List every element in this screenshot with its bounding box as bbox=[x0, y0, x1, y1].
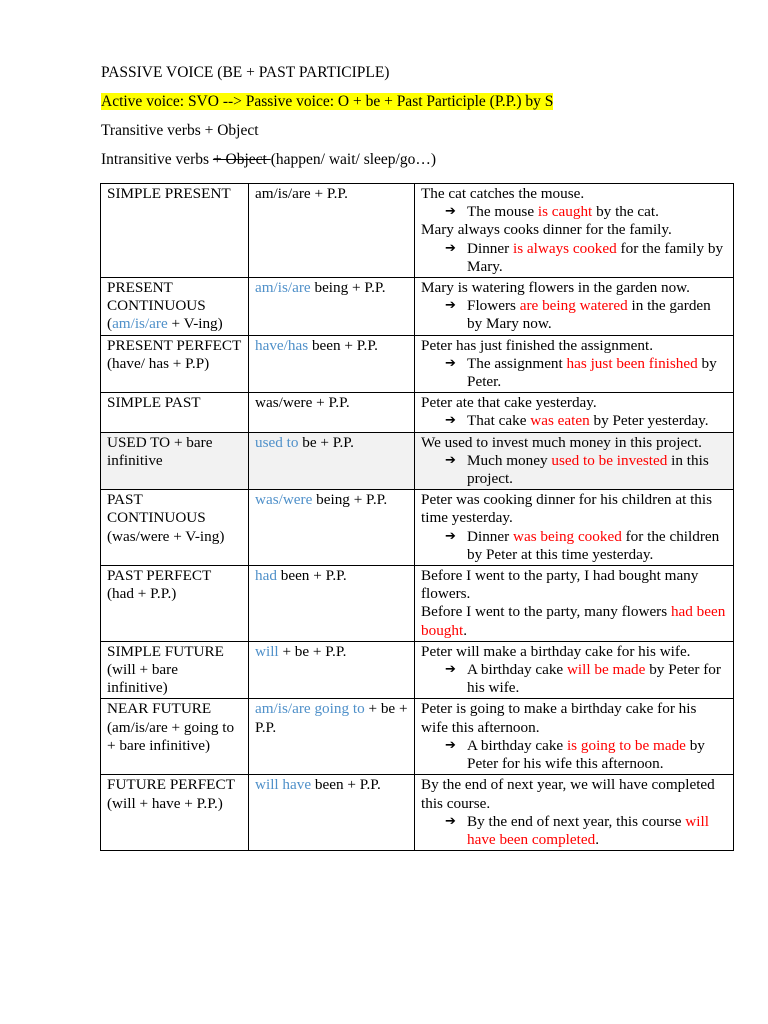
text-run: Peter ate that cake yesterday. bbox=[421, 394, 597, 412]
table-row bbox=[101, 184, 734, 278]
passive-formula-cell bbox=[249, 490, 415, 566]
active-sentence bbox=[421, 603, 727, 639]
example-cell bbox=[415, 335, 734, 393]
example-cell bbox=[415, 775, 734, 851]
passive-form: will be made bbox=[566, 661, 646, 679]
text-run: Before I went to the party, I had bought many flowers. bbox=[421, 567, 699, 603]
text-run: Peter will make a birthday cake for his wife. bbox=[421, 642, 691, 660]
passive-example bbox=[421, 528, 727, 564]
text-run: A birthday cake bbox=[467, 736, 567, 754]
document-header bbox=[101, 64, 721, 180]
tense-cell bbox=[101, 393, 249, 432]
arrow-icon: ➔ bbox=[445, 355, 456, 371]
text-run: By the end of next year, we will have completed this course. bbox=[421, 776, 715, 812]
passive-sentence bbox=[467, 813, 727, 849]
table-row bbox=[101, 393, 734, 432]
passive-sentence bbox=[467, 737, 727, 773]
passive-sentence bbox=[467, 412, 727, 430]
text-run: been + P.P. bbox=[308, 336, 378, 354]
text-run: for the children by Peter at this time yesterday. bbox=[467, 527, 720, 563]
passive-form: used to be invested bbox=[551, 451, 668, 469]
text-run: Dinner bbox=[467, 527, 513, 545]
text-run: Mary always cooks dinner for the family. bbox=[421, 221, 672, 239]
tense-structure bbox=[107, 528, 242, 546]
example-cell bbox=[415, 641, 734, 699]
active-sentence bbox=[421, 491, 727, 527]
passive-example bbox=[421, 240, 727, 276]
text-run: + be + P.P. bbox=[278, 642, 347, 660]
text-run: by Peter for his wife. bbox=[467, 661, 721, 697]
passive-example bbox=[421, 813, 727, 849]
text-run: ( bbox=[107, 315, 113, 333]
tense-name: PAST CONTINUOUS bbox=[107, 491, 206, 527]
auxiliary-verb: am/is/are bbox=[255, 279, 311, 297]
passive-sentence bbox=[467, 452, 727, 488]
tense-name: NEAR FUTURE bbox=[107, 700, 212, 718]
text-run: By the end of next year, this course bbox=[467, 812, 686, 830]
auxiliary-verb: am/is/are going to bbox=[255, 700, 365, 718]
tense-structure bbox=[107, 585, 242, 603]
example-cell bbox=[415, 699, 734, 775]
passive-sentence bbox=[467, 297, 727, 333]
table-body bbox=[101, 184, 734, 851]
passive-formula-cell bbox=[249, 699, 415, 775]
tense-name: SIMPLE PRESENT bbox=[107, 185, 231, 202]
auxiliary-verb: will bbox=[255, 642, 279, 660]
intransitive-struck-object: + Object bbox=[212, 151, 271, 168]
text-run: . bbox=[463, 621, 467, 639]
formula-line bbox=[101, 93, 721, 111]
text-run: (was/were + V-ing) bbox=[107, 527, 225, 545]
arrow-icon: ➔ bbox=[445, 240, 456, 256]
text-run: in the garden by Mary now. bbox=[467, 297, 711, 333]
auxiliary-verb: am/is/are bbox=[112, 315, 168, 333]
auxiliary-verb: was/were bbox=[255, 491, 313, 509]
table-row bbox=[101, 641, 734, 699]
intransitive-line bbox=[101, 151, 721, 169]
text-run: been + P.P. bbox=[311, 776, 381, 794]
tense-cell bbox=[101, 490, 249, 566]
active-sentence bbox=[421, 434, 727, 452]
arrow-icon: ➔ bbox=[445, 204, 456, 220]
transitive-line: Transitive verbs + Object bbox=[101, 122, 259, 139]
tense-name: FUTURE PERFECT bbox=[107, 776, 235, 794]
tense-cell bbox=[101, 278, 249, 336]
text-run: A birthday cake bbox=[467, 661, 567, 679]
passive-form: is always cooked bbox=[512, 239, 617, 257]
passive-formula-cell bbox=[249, 278, 415, 336]
passive-voice-table bbox=[100, 183, 734, 851]
text-run: (will + have + P.P.) bbox=[107, 794, 223, 812]
text-run: The cat catches the mouse. bbox=[421, 185, 585, 202]
example-cell bbox=[415, 184, 734, 278]
tense-name: SIMPLE PAST bbox=[107, 394, 201, 412]
intransitive-suffix: (happen/ wait/ sleep/go…) bbox=[270, 151, 437, 168]
passive-example bbox=[421, 452, 727, 488]
passive-form: is going to be made bbox=[566, 736, 686, 754]
passive-form: will have been completed bbox=[467, 812, 709, 848]
text-run: Before I went to the party, many flowers bbox=[421, 603, 671, 621]
tense-cell bbox=[101, 566, 249, 642]
example-cell bbox=[415, 432, 734, 490]
passive-sentence bbox=[467, 355, 727, 391]
text-run: Mary is watering flowers in the garden now. bbox=[421, 279, 690, 297]
passive-formula-cell bbox=[249, 432, 415, 490]
active-sentence bbox=[421, 279, 727, 297]
text-run: Much money bbox=[467, 451, 552, 469]
passive-example bbox=[421, 661, 727, 697]
arrow-icon: ➔ bbox=[445, 452, 456, 468]
tense-name: USED TO + bare infinitive bbox=[107, 433, 213, 469]
passive-formula-cell bbox=[249, 775, 415, 851]
passive-sentence bbox=[467, 240, 727, 276]
passive-formula-cell bbox=[249, 184, 415, 278]
example-cell bbox=[415, 393, 734, 432]
text-run: by Peter for his wife this afternoon. bbox=[467, 736, 705, 773]
highlighted-formula: Active voice: SVO --> Passive voice: O + be + Past Participle (P.P.) by S bbox=[101, 93, 554, 110]
passive-formula-cell bbox=[249, 566, 415, 642]
active-sentence bbox=[421, 776, 727, 812]
auxiliary-verb: had bbox=[255, 567, 277, 585]
text-run: am/is/are + P.P. bbox=[255, 185, 348, 202]
text-run: The assignment bbox=[467, 354, 567, 372]
passive-sentence bbox=[467, 203, 727, 221]
table-row bbox=[101, 335, 734, 393]
text-run: The mouse bbox=[467, 203, 538, 221]
passive-formula-cell bbox=[249, 393, 415, 432]
passive-sentence bbox=[467, 661, 727, 697]
passive-form: was eaten bbox=[530, 412, 590, 430]
text-run: being + P.P. bbox=[310, 279, 386, 297]
auxiliary-verb: have/has bbox=[255, 336, 309, 354]
passive-formula-cell bbox=[249, 335, 415, 393]
table-row bbox=[101, 490, 734, 566]
page-title: PASSIVE VOICE (BE + PAST PARTICIPLE) bbox=[101, 64, 390, 81]
arrow-icon: ➔ bbox=[445, 662, 456, 678]
passive-example bbox=[421, 737, 727, 773]
text-run: That cake bbox=[467, 412, 531, 430]
tense-name: SIMPLE FUTURE bbox=[107, 642, 224, 660]
table-row bbox=[101, 278, 734, 336]
text-run: was/were + P.P. bbox=[255, 394, 350, 412]
text-run: in this project. bbox=[467, 451, 709, 488]
table-row bbox=[101, 432, 734, 490]
text-run: + be + P.P. bbox=[255, 700, 408, 736]
text-run: (am/is/are + going to + bare infinitive) bbox=[107, 718, 235, 754]
tense-name: PRESENT PERFECT bbox=[107, 336, 242, 354]
arrow-icon: ➔ bbox=[445, 813, 456, 829]
text-run: . bbox=[595, 830, 599, 848]
active-sentence bbox=[421, 185, 727, 203]
text-run: Peter was cooking dinner for his children at this time yesterday. bbox=[421, 491, 713, 527]
passive-example bbox=[421, 412, 727, 430]
arrow-icon: ➔ bbox=[445, 413, 456, 429]
passive-form: has just been finished bbox=[566, 354, 698, 372]
arrow-icon: ➔ bbox=[445, 528, 456, 544]
text-run: Flowers bbox=[467, 297, 520, 315]
passive-form: is caught bbox=[537, 203, 593, 221]
text-run: Peter is going to make a birthday cake for his wife this afternoon. bbox=[421, 700, 697, 736]
intransitive-prefix: Intransitive verbs bbox=[101, 151, 213, 168]
tense-cell bbox=[101, 432, 249, 490]
tense-name: PAST PERFECT bbox=[107, 567, 212, 585]
text-run: + V-ing) bbox=[167, 315, 223, 333]
tense-cell bbox=[101, 184, 249, 278]
table-row bbox=[101, 775, 734, 851]
text-run: by Peter. bbox=[467, 354, 717, 391]
table-row bbox=[101, 699, 734, 775]
text-run: (had + P.P.) bbox=[107, 585, 177, 603]
active-sentence bbox=[421, 643, 727, 661]
text-run: been + P.P. bbox=[276, 567, 347, 585]
example-cell bbox=[415, 278, 734, 336]
active-sentence bbox=[421, 221, 727, 239]
text-run: by Peter yesterday. bbox=[589, 412, 709, 430]
tense-cell bbox=[101, 335, 249, 393]
text-run: being + P.P. bbox=[312, 491, 388, 509]
text-run: be + P.P. bbox=[298, 433, 354, 451]
passive-form: had been bought bbox=[421, 603, 726, 639]
tense-structure bbox=[107, 795, 242, 813]
passive-form: are being watered bbox=[519, 297, 628, 315]
passive-example bbox=[421, 203, 727, 221]
tense-cell bbox=[101, 641, 249, 699]
tense-name: PRESENT CONTINUOUS bbox=[107, 279, 206, 315]
passive-sentence bbox=[467, 528, 727, 564]
tense-structure bbox=[107, 315, 242, 333]
text-run: by the cat. bbox=[592, 203, 659, 221]
tense-cell bbox=[101, 775, 249, 851]
passive-form: was being cooked bbox=[512, 527, 622, 545]
active-sentence bbox=[421, 700, 727, 736]
arrow-icon: ➔ bbox=[445, 737, 456, 753]
auxiliary-verb: will have bbox=[255, 776, 312, 794]
passive-example bbox=[421, 355, 727, 391]
table-row bbox=[101, 566, 734, 642]
active-sentence bbox=[421, 394, 727, 412]
active-sentence bbox=[421, 567, 727, 603]
text-run: We used to invest much money in this project. bbox=[421, 433, 702, 451]
tense-cell bbox=[101, 699, 249, 775]
passive-formula-cell bbox=[249, 641, 415, 699]
arrow-icon: ➔ bbox=[445, 298, 456, 314]
text-run: (will + bare infinitive) bbox=[107, 661, 178, 697]
tense-structure bbox=[107, 661, 242, 697]
tense-structure bbox=[107, 355, 242, 373]
example-cell bbox=[415, 490, 734, 566]
text-run: Dinner bbox=[467, 239, 513, 257]
auxiliary-verb: used to bbox=[255, 433, 299, 451]
passive-example bbox=[421, 297, 727, 333]
text-run: Peter has just finished the assignment. bbox=[421, 336, 653, 354]
active-sentence bbox=[421, 337, 727, 355]
text-run: for the family by Mary. bbox=[467, 239, 724, 275]
tense-structure bbox=[107, 719, 242, 755]
example-cell bbox=[415, 566, 734, 642]
text-run: (have/ has + P.P) bbox=[107, 354, 210, 372]
